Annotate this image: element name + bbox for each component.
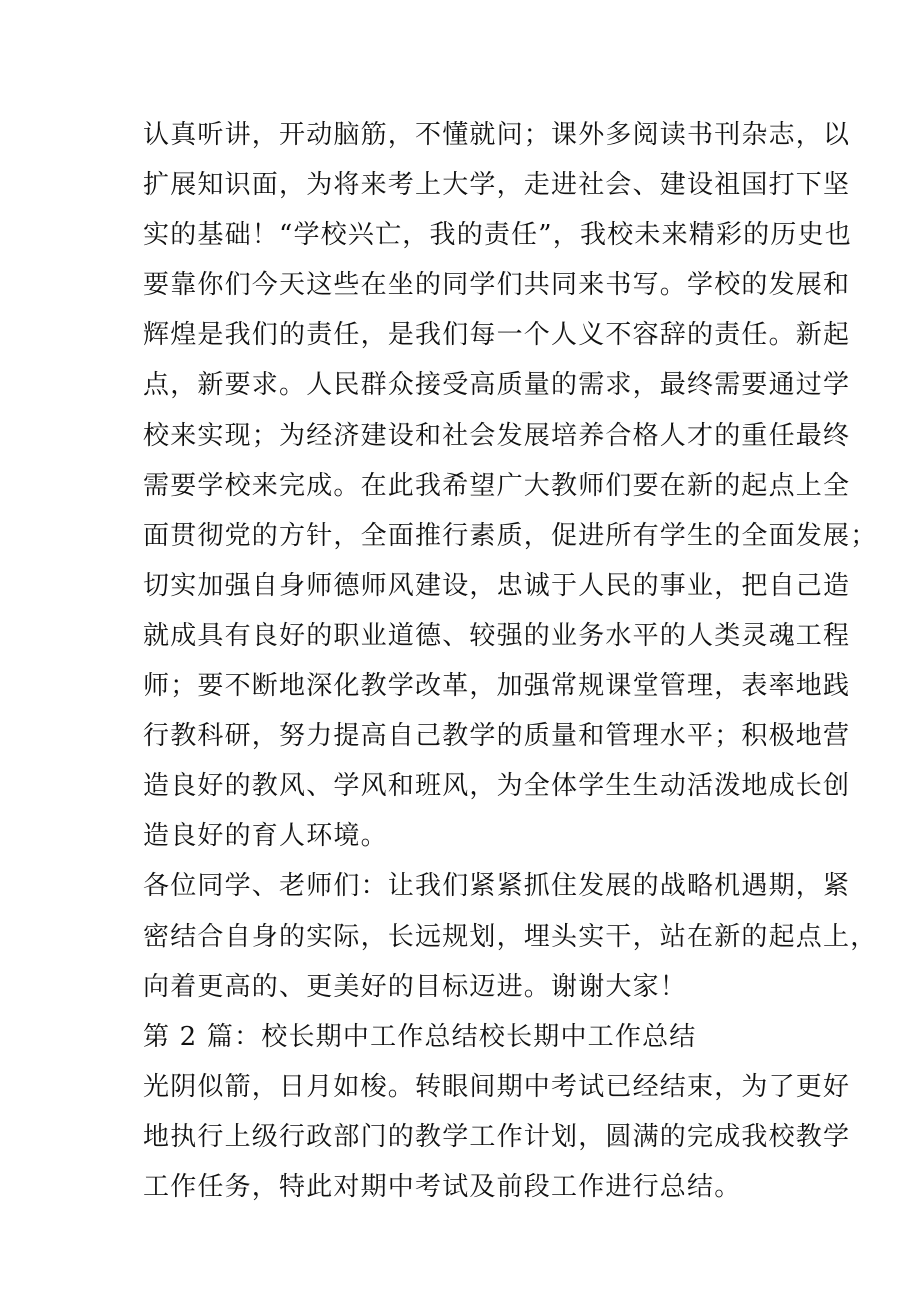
text-line: 师；要不断地深化教学改革，加强常规课堂管理，表率地践 bbox=[143, 671, 851, 702]
text-line: 就成具有良好的职业道德、较强的业务水平的人类灵魂工程 bbox=[143, 620, 851, 651]
text-line: 点，新要求。人民群众接受高质量的需求，最终需要通过学 bbox=[143, 370, 851, 401]
text-line: 面贯彻党的方针，全面推行素质，促进所有学生的全面发展； bbox=[143, 520, 878, 551]
text-line: 校来实现；为经济建设和社会发展培养合格人才的重任最终 bbox=[143, 420, 851, 451]
text-line: 光阴似箭，日月如梭。转眼间期中考试已经结束，为了更好 bbox=[143, 1071, 851, 1102]
text-line: 造良好的育人环境。 bbox=[143, 821, 388, 852]
text-line: 辉煌是我们的责任，是我们每一个人义不容辞的责任。新起 bbox=[143, 320, 851, 351]
text-line: 需要学校来完成。在此我希望广大教师们要在新的起点上全 bbox=[143, 470, 851, 501]
text-line: 地执行上级行政部门的教学工作计划，圆满的完成我校教学 bbox=[143, 1121, 851, 1152]
text-line: 扩展知识面，为将来考上大学，走进社会、建设祖国打下坚 bbox=[143, 170, 851, 201]
text-line: 行教科研，努力提高自己教学的质量和管理水平；积极地营 bbox=[143, 721, 851, 752]
text-line: 造良好的教风、学风和班风，为全体学生生动活泼地成长创 bbox=[143, 771, 851, 802]
text-line: 认真听讲，开动脑筋，不懂就问；课外多阅读书刊杂志，以 bbox=[143, 120, 851, 150]
document-body bbox=[143, 110, 878, 1212]
text-line: 切实加强自身师德师风建设，忠诚于人民的事业，把自己造 bbox=[143, 570, 851, 601]
text-line: 向着更高的、更美好的目标迈进。谢谢大家！ bbox=[143, 971, 688, 1002]
text-line: 要靠你们今天这些在坐的同学们共同来书写。学校的发展和 bbox=[143, 270, 851, 301]
text-line: 各位同学、老师们：让我们紧紧抓住发展的战略机遇期，紧 bbox=[143, 871, 851, 902]
text-line: 工作任务，特此对期中考试及前段工作进行总结。 bbox=[143, 1171, 742, 1202]
section-heading: 第 2 篇：校长期中工作总结校长期中工作总结 bbox=[143, 1021, 697, 1052]
text-line: 密结合自身的实际，长远规划，埋头实干，站在新的起点上， bbox=[143, 921, 878, 952]
text-line: 实的基础！“学校兴亡，我的责任”，我校未来精彩的历史也 bbox=[143, 220, 852, 251]
